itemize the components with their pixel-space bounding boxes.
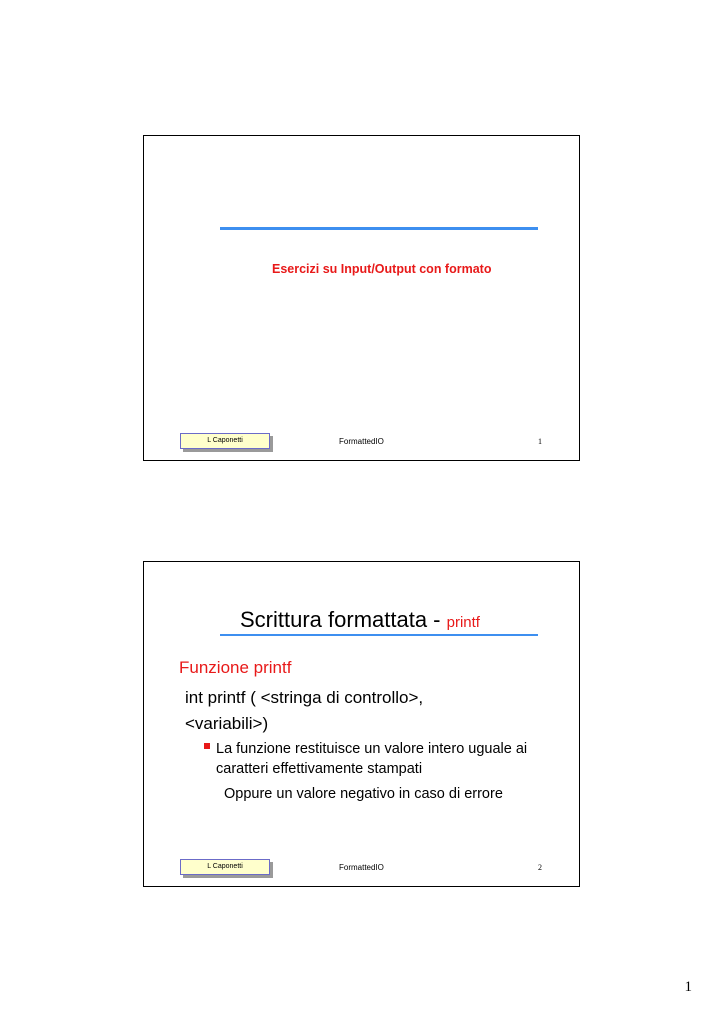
footer-author-box: L Caponetti xyxy=(180,859,270,875)
slide-2 xyxy=(143,561,580,887)
footer-title: FormattedIO xyxy=(339,863,384,872)
slide-subtitle: Esercizi su Input/Output con formato xyxy=(272,262,492,276)
slide-title-accent: printf xyxy=(446,614,480,631)
footer-author-box: L Caponetti xyxy=(180,433,270,449)
bullet-text: La funzione restituisce un valore intero uguale ai caratteri effettivamente stampati xyxy=(216,741,528,777)
title-rule xyxy=(220,227,538,230)
title-rule xyxy=(220,634,538,636)
page-number: 1 xyxy=(684,979,692,995)
slide-1 xyxy=(143,135,580,461)
slide-title xyxy=(240,607,480,633)
slide-title-main: Scrittura formattata - xyxy=(240,607,447,632)
function-signature: int printf ( <stringa di controllo>, <variabili>) xyxy=(185,688,424,733)
section-heading: Funzione printf xyxy=(179,658,292,677)
bullet-square-icon xyxy=(204,743,210,749)
bullet-note: Oppure un valore negativo in caso di errore xyxy=(224,786,503,802)
slide-number: 2 xyxy=(538,863,542,872)
slide-number: 1 xyxy=(538,437,542,446)
footer-title: FormattedIO xyxy=(339,437,384,446)
